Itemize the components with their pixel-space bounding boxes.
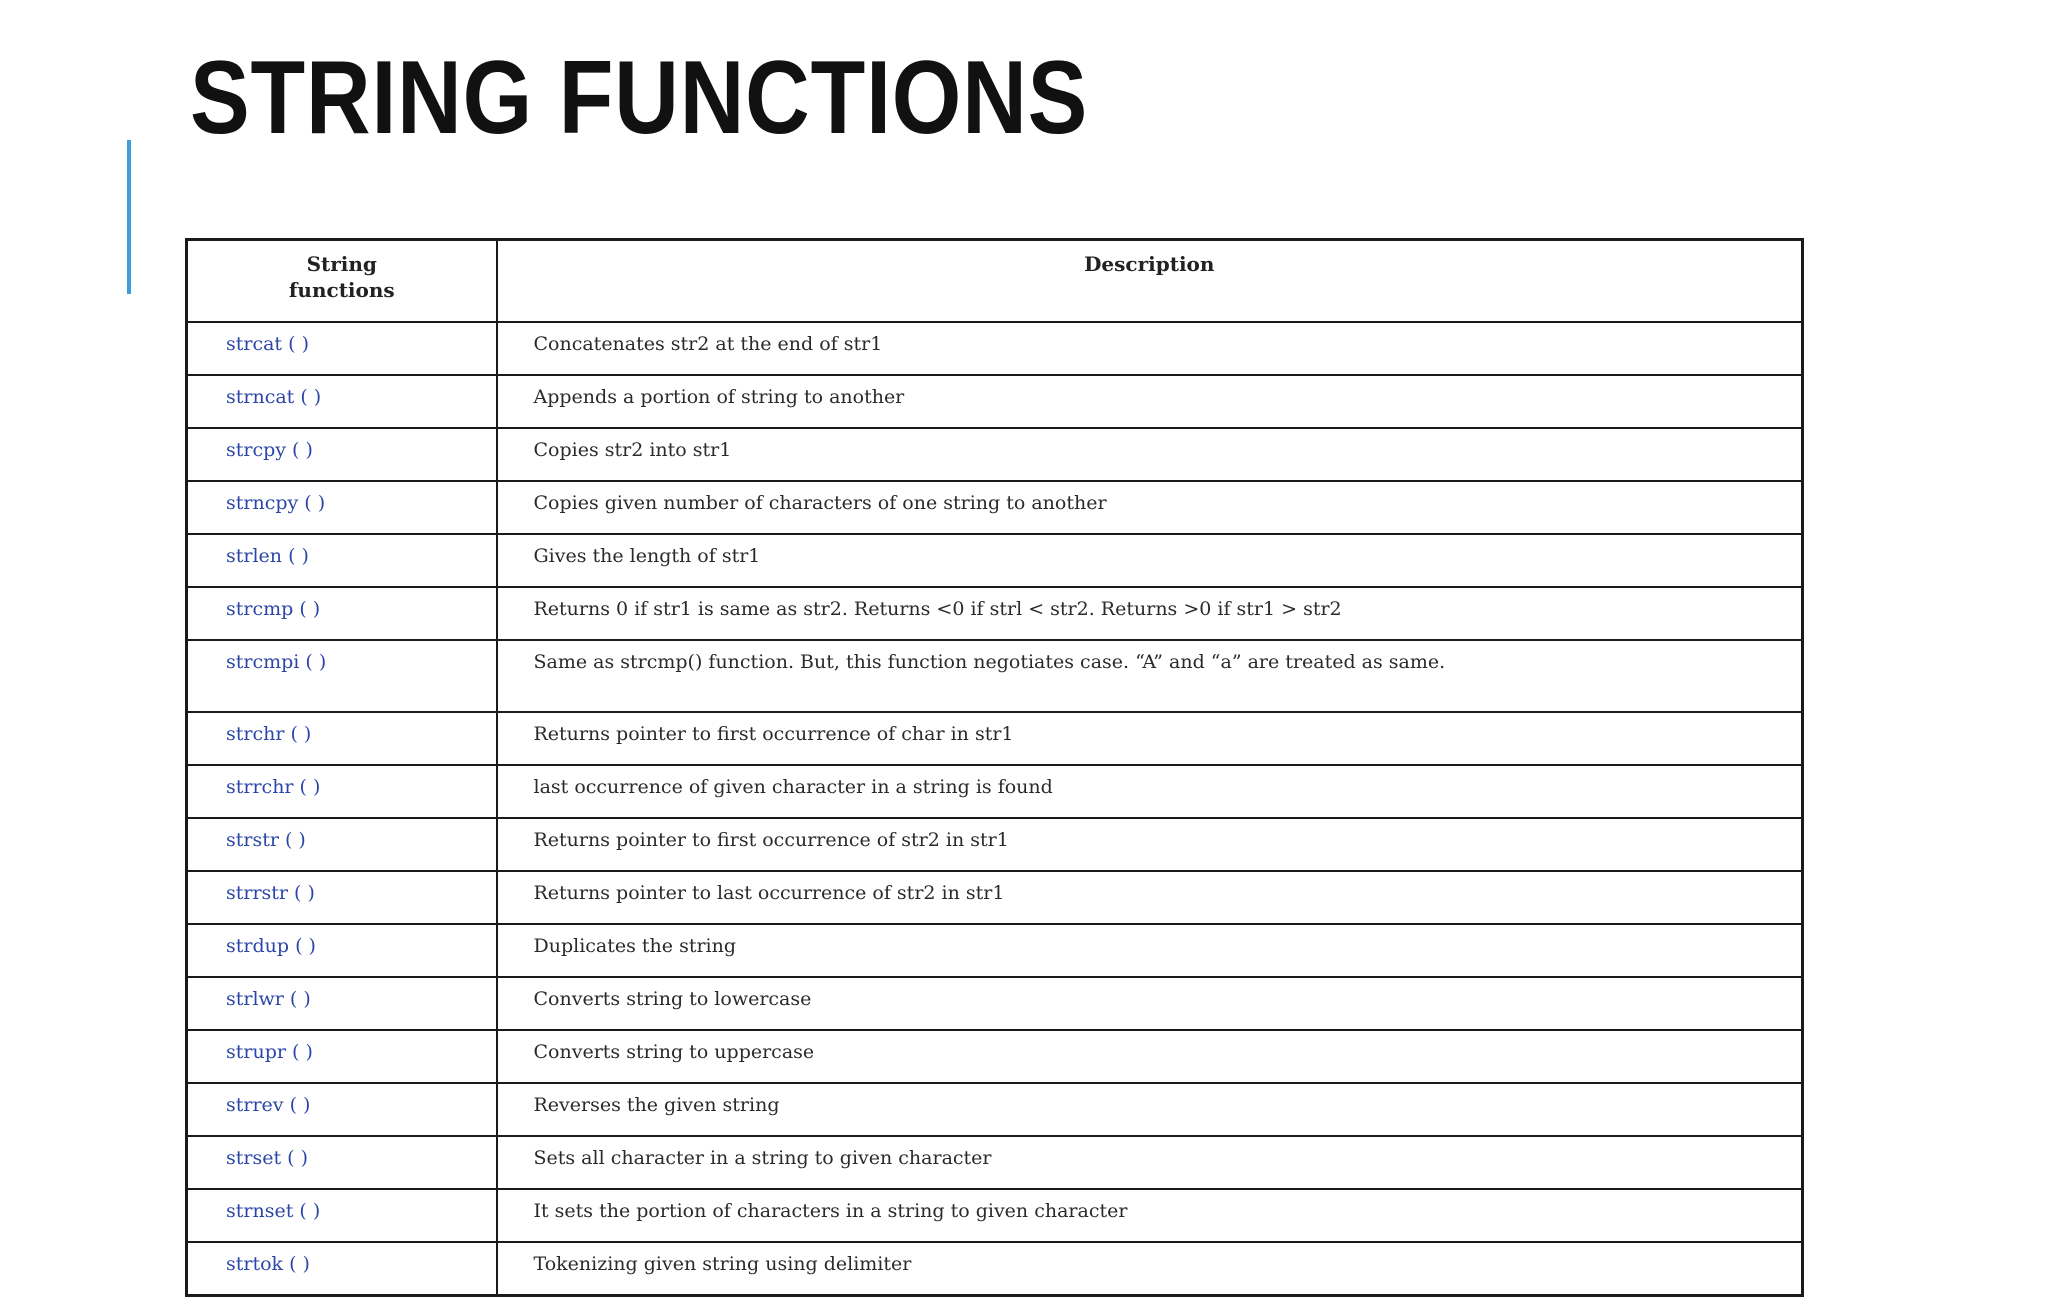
function-description: Gives the length of str1 [497, 534, 1803, 587]
function-name: strrev ( ) [187, 1083, 497, 1136]
table-row [187, 534, 1803, 587]
table-row [187, 712, 1803, 765]
function-description: Concatenates str2 at the end of str1 [497, 322, 1803, 375]
function-description: Returns pointer to first occurrence of char in str1 [497, 712, 1803, 765]
string-functions-table [185, 238, 1804, 1297]
function-name: strrchr ( ) [187, 765, 497, 818]
function-description: Returns pointer to first occurrence of str2 in str1 [497, 818, 1803, 871]
function-name: strchr ( ) [187, 712, 497, 765]
table-row [187, 871, 1803, 924]
function-name: strtok ( ) [187, 1242, 497, 1296]
function-description: Appends a portion of string to another [497, 375, 1803, 428]
function-name: strncpy ( ) [187, 481, 497, 534]
string-functions-table-wrap [185, 238, 1801, 1297]
table-row [187, 1189, 1803, 1242]
table-body [187, 322, 1803, 1296]
table-row [187, 924, 1803, 977]
table-row [187, 428, 1803, 481]
function-name: strset ( ) [187, 1136, 497, 1189]
header-string-functions-label: String functions [288, 252, 395, 302]
slide-title: STRING FUNCTIONS [190, 40, 1089, 156]
function-name: strlen ( ) [187, 534, 497, 587]
table-row [187, 977, 1803, 1030]
function-name: strdup ( ) [187, 924, 497, 977]
function-name: strcpy ( ) [187, 428, 497, 481]
table-row [187, 1030, 1803, 1083]
function-name: strncat ( ) [187, 375, 497, 428]
function-name: strstr ( ) [187, 818, 497, 871]
function-name: strnset ( ) [187, 1189, 497, 1242]
table-row [187, 1083, 1803, 1136]
header-description: Description [497, 240, 1803, 323]
function-description: Sets all character in a string to given character [497, 1136, 1803, 1189]
table-row [187, 1242, 1803, 1296]
function-description: Reverses the given string [497, 1083, 1803, 1136]
header-string-functions [187, 240, 497, 323]
table-row [187, 375, 1803, 428]
table-row [187, 481, 1803, 534]
function-description: Copies str2 into str1 [497, 428, 1803, 481]
function-description: Returns pointer to last occurrence of str2 in str1 [497, 871, 1803, 924]
table-row [187, 765, 1803, 818]
function-name: strcmpi ( ) [187, 640, 497, 712]
table-row [187, 818, 1803, 871]
table-row [187, 640, 1803, 712]
function-description: It sets the portion of characters in a string to given character [497, 1189, 1803, 1242]
function-description: Returns 0 if str1 is same as str2. Returns <0 if strl < str2. Returns >0 if str1 > str2 [497, 587, 1803, 640]
function-description: Duplicates the string [497, 924, 1803, 977]
function-description: Converts string to lowercase [497, 977, 1803, 1030]
function-name: strcmp ( ) [187, 587, 497, 640]
function-description: Copies given number of characters of one string to another [497, 481, 1803, 534]
function-description: Converts string to uppercase [497, 1030, 1803, 1083]
function-description: Same as strcmp() function. But, this function negotiates case. “A” and “a” are treated as same. [497, 640, 1803, 712]
table-header-row [187, 240, 1803, 323]
function-name: strlwr ( ) [187, 977, 497, 1030]
table-row [187, 322, 1803, 375]
function-name: strupr ( ) [187, 1030, 497, 1083]
function-description: Tokenizing given string using delimiter [497, 1242, 1803, 1296]
function-description: last occurrence of given character in a string is found [497, 765, 1803, 818]
table-row [187, 1136, 1803, 1189]
function-name: strrstr ( ) [187, 871, 497, 924]
accent-bar [127, 140, 131, 294]
function-name: strcat ( ) [187, 322, 497, 375]
table-row [187, 587, 1803, 640]
